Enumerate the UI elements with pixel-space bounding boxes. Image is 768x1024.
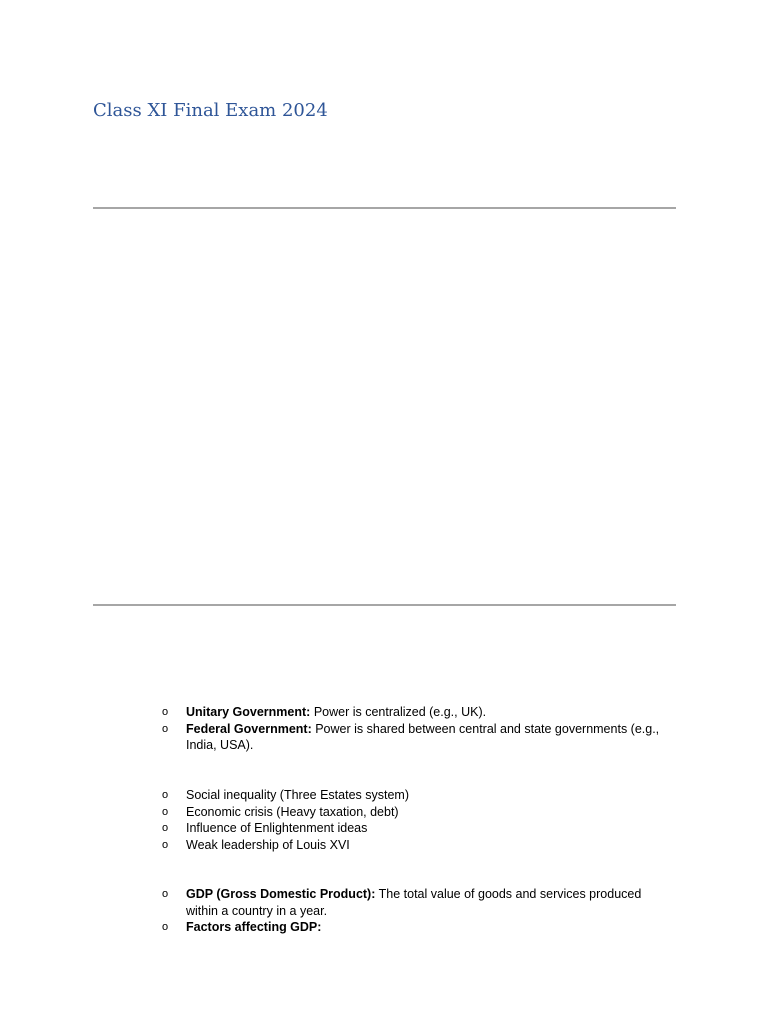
bullet-icon: o (162, 921, 169, 933)
item-text: Influence of Enlightenment ideas (186, 821, 368, 835)
item-term: Federal Government: (186, 721, 312, 736)
bottom-divider (93, 604, 676, 606)
list-item (162, 919, 676, 936)
list-item (162, 886, 676, 919)
bullet-icon: o (162, 722, 169, 735)
item-text: The total value of goods and services produced within a country in a year. (186, 887, 642, 918)
revolution-causes-list (162, 787, 676, 853)
item-text: Economic crisis (Heavy taxation, debt) (186, 804, 399, 819)
bullet-icon: o (162, 822, 169, 834)
bullet-icon: o (162, 789, 169, 801)
list-item (162, 820, 676, 837)
page-title: Class XI Final Exam 2024 (93, 100, 328, 121)
list-item (162, 837, 676, 854)
bullet-icon: o (162, 838, 169, 851)
item-term: GDP (Gross Domestic Product): (186, 887, 376, 901)
item-term: Unitary Government: (186, 705, 311, 719)
item-text: Power is shared between central and state governments (e.g., India, USA). (186, 721, 660, 752)
list-item (162, 787, 676, 804)
list-item (162, 704, 676, 721)
bullet-icon: o (162, 805, 169, 818)
item-term: Factors affecting GDP: (186, 920, 322, 934)
item-text: Social inequality (Three Estates system) (186, 788, 410, 802)
bullet-icon: o (162, 706, 169, 718)
item-text: Power is centralized (e.g., UK). (310, 705, 487, 719)
item-text: Weak leadership of Louis XVI (186, 837, 350, 852)
government-types-list (162, 704, 676, 754)
list-item (162, 721, 676, 754)
top-divider (93, 207, 676, 209)
list-item (162, 804, 676, 821)
economy-list (162, 886, 676, 936)
bullet-icon: o (162, 888, 169, 900)
